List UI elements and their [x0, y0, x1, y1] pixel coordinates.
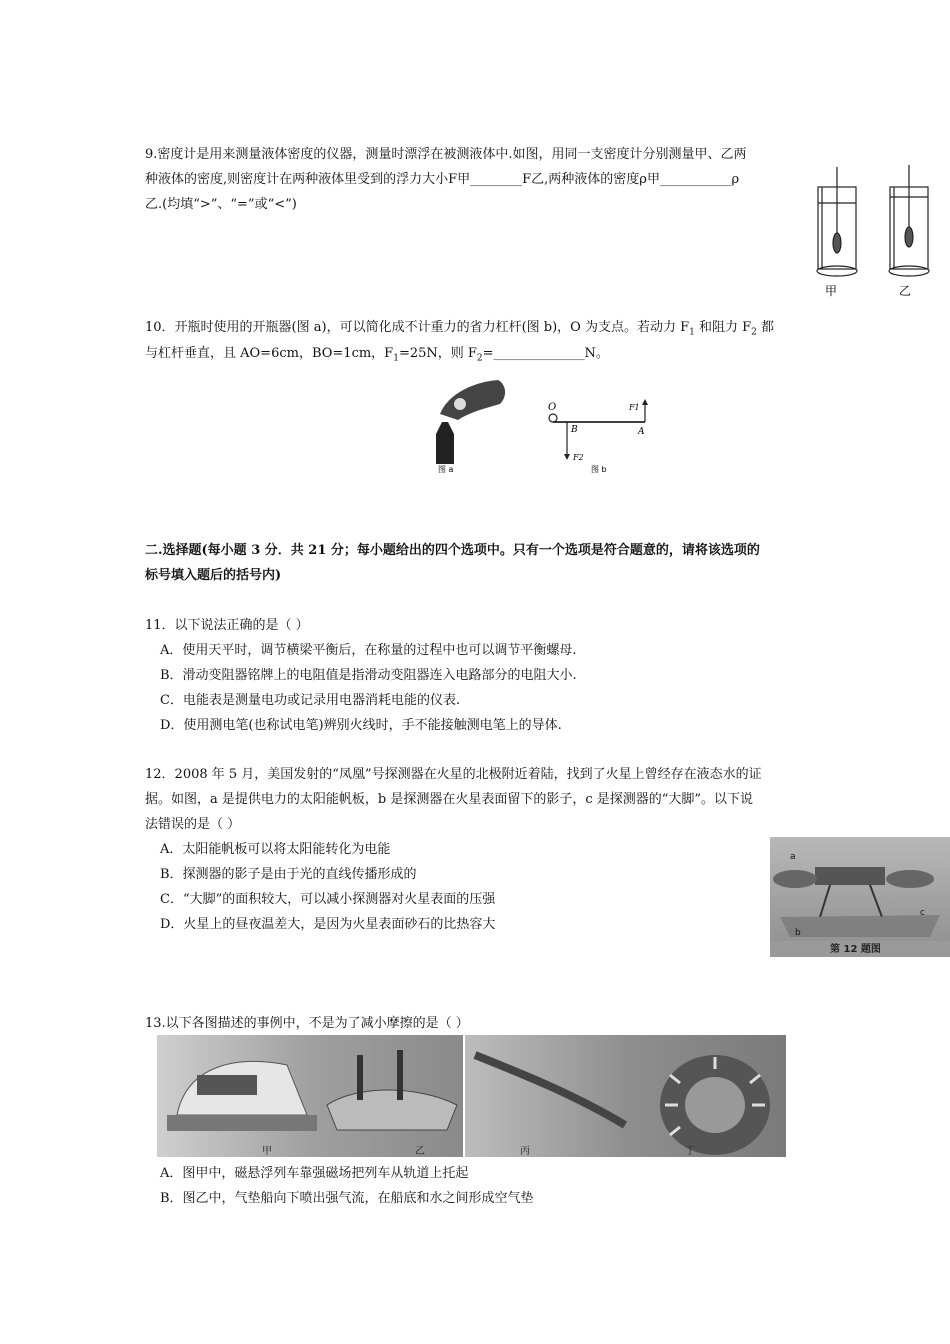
q12-line-1: 12．2008 年 5 月，美国发射的“凤凰”号探测器在火星的北极附近着陆，找到了火星上曾经存在液态水的证	[145, 767, 762, 782]
q12-option-c: C．“大脚”的面积较大，可以减小探测器对火星表面的压强	[160, 892, 496, 907]
photo-label-jia: 甲	[262, 1146, 272, 1157]
photo-label-ding: 丁	[685, 1146, 695, 1157]
fig-label-jia: 甲	[825, 284, 838, 298]
svg-text:图 b: 图 b	[591, 465, 607, 474]
q9-line-2: 种液体的密度,则密度计在两种液体里受到的浮力大小F甲________F乙,两种液体的密度ρ甲___________ρ	[145, 172, 740, 187]
q13-stem: 13.以下各图描述的事例中，不是为了减小摩擦的是（ ）	[145, 1016, 469, 1031]
q10-line-1: 10．开瓶时使用的开瓶器(图 a)，可以简化成不计重力的省力杠杆(图 b)，O 为支点。若动力 $F_1$ 和阻力 $F_2$ 都	[145, 320, 775, 338]
q11-option-c: C．电能表是测量电功或记录用电器消耗电能的仪表.	[160, 693, 461, 708]
q12-option-d: D．火星上的昼夜温差大，是因为火星表面砂石的比热容大	[160, 917, 496, 932]
hydrometer-figure	[808, 165, 938, 300]
lever-diagram	[545, 396, 665, 476]
svg-text:F1: F1	[629, 403, 640, 412]
q12-option-b: B．探测器的影子是由于光的直线传播形成的	[160, 867, 417, 882]
photo-maglev-hovercraft	[157, 1035, 463, 1157]
section-2-heading-2: 标号填入题后的括号内)	[145, 568, 282, 583]
fig-a-label: 图 a	[438, 465, 454, 474]
q9-line-1: 9.密度计是用来测量液体密度的仪器，测量时漂浮在被测液体中.如图，用同一支密度计分别测量甲、乙两	[145, 147, 747, 162]
bottle-opener-figure	[418, 374, 513, 474]
svg-text:a: a	[790, 852, 796, 862]
q11-stem: 11．以下说法正确的是（ ）	[145, 618, 309, 633]
photo-label-bing: 丙	[520, 1146, 530, 1157]
photo-skater-wheel	[465, 1035, 786, 1157]
svg-text:b: b	[795, 928, 801, 938]
svg-text:B: B	[571, 425, 578, 435]
photo-label-yi: 乙	[415, 1146, 425, 1157]
q13-option-b: B．图乙中，气垫船向下喷出强气流，在船底和水之间形成空气垫	[160, 1191, 534, 1206]
fig-label-yi: 乙	[899, 284, 912, 298]
q12-figure-caption: 第 12 题图	[830, 944, 881, 955]
svg-text:A: A	[638, 427, 645, 437]
q12-line-2: 据。如图，a 是提供电力的太阳能帆板，b 是探测器在火星表面留下的影子，c 是探测器的“大脚”。以下说	[145, 792, 754, 807]
phoenix-lander-photo	[770, 837, 950, 957]
q11-option-d: D．使用测电笔(也称试电笔)辨别火线时，手不能接触测电笔上的导体.	[160, 718, 562, 733]
svg-text:c: c	[920, 908, 925, 918]
section-2-heading-1: 二.选择题(每小题 3 分．共 21 分；每小题给出的四个选项中。只有一个选项是符合题意的，请将该选项的	[145, 543, 760, 558]
q11-option-b: B．滑动变阻器铭牌上的电阻值是指滑动变阻器连入电路部分的电阻大小.	[160, 668, 577, 683]
svg-text:O: O	[548, 402, 557, 413]
q12-line-3: 法错误的是（ ）	[145, 817, 241, 832]
q11-option-a: A．使用天平时，调节横梁平衡后，在称量的过程中也可以调节平衡螺母.	[160, 643, 577, 658]
q12-option-a: A．太阳能帆板可以将太阳能转化为电能	[160, 842, 391, 857]
q9-line-3: 乙.(均填“>”、“=”或“<”)	[145, 197, 297, 212]
q10-line-2: 与杠杆垂直，且 AO=6cm，BO=1cm，$F_1=25N$，则 $F_2=\_\_\_\_\_\_\_\_\_\_\_\_\_\_N$。	[145, 346, 609, 364]
q13-option-a: A．图甲中，磁悬浮列车靠强磁场把列车从轨道上托起	[160, 1166, 469, 1181]
svg-text:F2: F2	[573, 453, 584, 462]
